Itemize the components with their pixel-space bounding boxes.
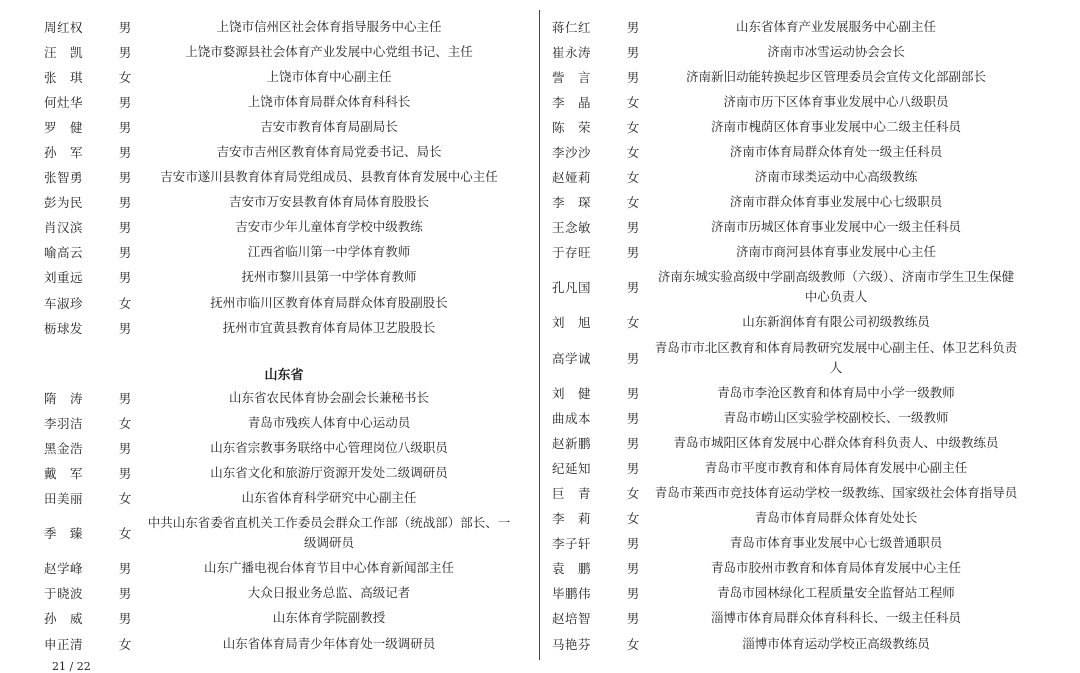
person-name: 季 臻 xyxy=(44,526,84,542)
person-name: 李沙沙 xyxy=(552,145,592,161)
person-gender: 女 xyxy=(118,295,132,311)
person-row xyxy=(552,215,1032,240)
person-gender: 男 xyxy=(626,280,640,296)
person-row xyxy=(552,606,1032,631)
person-gender: 女 xyxy=(118,69,132,85)
person-row xyxy=(44,114,524,139)
person-row xyxy=(44,89,524,114)
person-row xyxy=(552,265,1032,310)
person-row xyxy=(44,606,524,631)
person-name: 张 琪 xyxy=(44,69,84,85)
person-gender: 男 xyxy=(118,611,132,627)
person-name: 刘 旭 xyxy=(552,315,592,331)
person-gender: 男 xyxy=(626,350,640,366)
person-gender: 男 xyxy=(626,410,640,426)
person-row xyxy=(44,265,524,290)
person-title: 抚州市临川区教育体育局群众体育股副股长 xyxy=(210,294,448,310)
person-name: 赵培智 xyxy=(552,611,592,627)
person-row xyxy=(552,430,1032,455)
person-title: 山东省宗教事务联络中心管理岗位八级职员 xyxy=(210,439,448,455)
person-title: 淄博市体育局群众体育科科长、一级主任科员 xyxy=(710,610,961,626)
person-name: 王念敏 xyxy=(552,220,592,236)
person-row xyxy=(552,480,1032,505)
person-name: 纪延知 xyxy=(552,460,592,476)
person-name: 喻高云 xyxy=(44,245,84,261)
column-divider xyxy=(539,10,540,660)
person-title: 山东省文化和旅游厅资源开发处二级调研员 xyxy=(210,465,448,481)
person-title: 青岛市残疾人体育中心运动员 xyxy=(247,414,411,430)
person-name: 于晓波 xyxy=(44,586,84,602)
person-name: 黑金浩 xyxy=(44,440,84,456)
person-row xyxy=(552,380,1032,405)
person-title: 济南市历下区体育事业发展中心八级职员 xyxy=(723,93,949,109)
person-name: 车淑珍 xyxy=(44,295,84,311)
person-name: 陈 荣 xyxy=(552,119,592,135)
person-title: 山东省体育科学研究中心副主任 xyxy=(241,490,417,506)
person-name: 田美丽 xyxy=(44,491,84,507)
person-gender: 男 xyxy=(626,19,640,35)
person-gender: 男 xyxy=(626,220,640,236)
person-gender: 女 xyxy=(118,415,132,431)
person-name: 于存旺 xyxy=(552,245,592,261)
person-row xyxy=(552,556,1032,581)
person-gender: 男 xyxy=(626,561,640,577)
person-gender: 男 xyxy=(118,586,132,602)
person-name: 赵新鹏 xyxy=(552,435,592,451)
person-gender: 男 xyxy=(118,44,132,60)
person-gender: 女 xyxy=(118,636,132,652)
person-title: 济南市球类运动中心高级教练 xyxy=(754,169,918,185)
person-title: 山东广播电视台体育节目中心体育新闻部主任 xyxy=(203,560,454,576)
person-name: 孔凡国 xyxy=(552,280,592,296)
person-gender: 女 xyxy=(626,145,640,161)
person-row xyxy=(552,405,1032,430)
person-name: 赵娅莉 xyxy=(552,170,592,186)
person-name: 周红权 xyxy=(44,19,84,35)
person-row xyxy=(552,335,1032,380)
person-name: 曲成本 xyxy=(552,410,592,426)
person-gender: 女 xyxy=(626,636,640,652)
person-title: 济南市体育局群众体育处一级主任科员 xyxy=(729,144,943,160)
person-title: 青岛市胶州市教育和体育局体育发展中心主任 xyxy=(710,560,961,576)
person-row xyxy=(552,506,1032,531)
person-name: 巨 青 xyxy=(552,485,592,501)
person-gender: 男 xyxy=(118,320,132,336)
person-name: 李 莉 xyxy=(552,511,592,527)
person-row xyxy=(552,455,1032,480)
person-row xyxy=(44,190,524,215)
person-title: 吉安市教育体育局副局长 xyxy=(260,118,398,134)
person-gender: 男 xyxy=(626,245,640,261)
person-gender: 男 xyxy=(118,119,132,135)
person-name: 孙 军 xyxy=(44,145,84,161)
person-row xyxy=(44,215,524,240)
person-gender: 女 xyxy=(626,511,640,527)
person-name: 崔永涛 xyxy=(552,44,592,60)
person-gender: 男 xyxy=(626,435,640,451)
person-gender: 男 xyxy=(118,94,132,110)
person-name: 孙 威 xyxy=(44,611,84,627)
person-title: 山东新润体育有限公司初级教练员 xyxy=(742,314,930,330)
person-name: 汪 凯 xyxy=(44,44,84,60)
person-title: 济南市群众体育事业发展中心七级职员 xyxy=(729,194,943,210)
person-row xyxy=(552,14,1032,39)
person-row xyxy=(44,385,524,410)
person-row xyxy=(552,190,1032,215)
person-name: 马艳芬 xyxy=(552,636,592,652)
person-row xyxy=(552,139,1032,164)
person-gender: 男 xyxy=(118,220,132,236)
person-gender: 女 xyxy=(626,94,640,110)
person-row xyxy=(44,290,524,315)
person-title: 吉安市吉州区教育体育局党委书记、局长 xyxy=(216,144,442,160)
person-title: 上饶市体育中心副主任 xyxy=(266,68,392,84)
person-row xyxy=(552,310,1032,335)
person-gender: 男 xyxy=(118,19,132,35)
person-name: 高学诚 xyxy=(552,350,592,366)
person-title: 上饶市信州区社会体育指导服务中心主任 xyxy=(216,18,442,34)
person-gender: 男 xyxy=(626,44,640,60)
person-row xyxy=(44,64,524,89)
person-title: 青岛市体育局群众体育处处长 xyxy=(754,510,918,526)
person-name: 赵学峰 xyxy=(44,561,84,577)
person-row xyxy=(44,435,524,460)
person-title: 青岛市平度市教育和体育局体育发展中心副主任 xyxy=(704,459,968,475)
person-row xyxy=(552,581,1032,606)
person-row xyxy=(44,556,524,581)
person-gender: 女 xyxy=(626,170,640,186)
person-gender: 男 xyxy=(626,536,640,552)
person-gender: 女 xyxy=(118,491,132,507)
person-row xyxy=(44,139,524,164)
person-row xyxy=(44,39,524,64)
right-column xyxy=(552,14,1032,656)
left-column xyxy=(44,14,524,656)
person-gender: 男 xyxy=(626,385,640,401)
person-name: 刘重远 xyxy=(44,270,84,286)
person-gender: 男 xyxy=(118,440,132,456)
person-name: 彭为民 xyxy=(44,195,84,211)
person-title: 抚州市宜黄县教育体育局体卫艺股股长 xyxy=(222,319,436,335)
person-title: 江西省临川第一中学体育教师 xyxy=(247,244,411,260)
person-name: 李 琛 xyxy=(552,195,592,211)
person-name: 李羽洁 xyxy=(44,415,84,431)
person-title: 淄博市体育运动学校正高级教练员 xyxy=(742,635,930,651)
person-gender: 女 xyxy=(626,485,640,501)
person-name: 何灶华 xyxy=(44,94,84,110)
person-name: 袁 鹏 xyxy=(552,561,592,577)
person-title: 济南新旧动能转换起步区管理委员会宣传文化部副部长 xyxy=(685,68,986,84)
person-row xyxy=(552,165,1032,190)
person-title: 山东省体育局青少年体育处一级调研员 xyxy=(222,635,436,651)
person-gender: 女 xyxy=(626,315,640,331)
person-row xyxy=(44,165,524,190)
person-title: 青岛市莱西市竞技体育运动学校一级教练、国家级社会体育指导员 xyxy=(654,484,1018,500)
person-title: 大众日报业务总监、高级记者 xyxy=(247,585,411,601)
person-row xyxy=(44,461,524,486)
person-row xyxy=(552,89,1032,114)
person-row xyxy=(44,14,524,39)
person-gender: 男 xyxy=(626,460,640,476)
person-title: 青岛市体育事业发展中心七级普通职员 xyxy=(729,535,943,551)
page-number: 21 / 22 xyxy=(52,660,91,673)
person-gender: 女 xyxy=(118,526,132,542)
person-name: 肖汉滨 xyxy=(44,220,84,236)
person-row xyxy=(44,631,524,656)
person-row xyxy=(552,39,1032,64)
person-row xyxy=(44,511,524,556)
person-row xyxy=(552,64,1032,89)
person-title: 山东省农民体育协会副会长兼秘书长 xyxy=(228,389,429,405)
person-row xyxy=(552,631,1032,656)
person-gender: 男 xyxy=(118,170,132,186)
person-row xyxy=(552,240,1032,265)
person-title: 济南东城实验高级中学副高级教师（六级）、济南市学生卫生保健中心负责人 xyxy=(657,269,1015,305)
person-title: 吉安市少年儿童体育学校中级教练 xyxy=(235,219,423,235)
person-row xyxy=(552,531,1032,556)
person-title: 济南市冰雪运动协会会长 xyxy=(767,43,905,59)
person-gender: 男 xyxy=(118,195,132,211)
person-gender: 男 xyxy=(626,586,640,602)
person-name: 刘 健 xyxy=(552,385,592,401)
person-gender: 男 xyxy=(118,466,132,482)
person-title: 抚州市黎川县第一中学体育教师 xyxy=(241,269,417,285)
person-title: 济南市槐荫区体育事业发展中心二级主任科员 xyxy=(710,118,961,134)
person-title: 青岛市市北区教育和体育局教研究发展中心副主任、体卫艺科负责人 xyxy=(654,339,1018,375)
person-title: 吉安市遂川县教育体育局党组成员、县教育体育发展中心主任 xyxy=(160,169,498,185)
person-name: 李 晶 xyxy=(552,94,592,110)
person-name: 李子轩 xyxy=(552,536,592,552)
person-name: 申正清 xyxy=(44,636,84,652)
person-row xyxy=(44,486,524,511)
person-row xyxy=(552,114,1032,139)
person-title: 上饶市体育局群众体育科科长 xyxy=(247,93,411,109)
person-gender: 男 xyxy=(626,611,640,627)
person-row xyxy=(44,315,524,340)
person-row xyxy=(44,581,524,606)
person-title: 济南市商河县体育事业发展中心主任 xyxy=(735,244,936,260)
person-name: 张智勇 xyxy=(44,170,84,186)
person-gender: 女 xyxy=(626,119,640,135)
person-gender: 男 xyxy=(626,69,640,85)
province-heading: 山东省 xyxy=(264,368,304,384)
person-gender: 男 xyxy=(118,390,132,406)
person-row xyxy=(44,410,524,435)
person-row xyxy=(44,240,524,265)
person-name: 毕鹏伟 xyxy=(552,586,592,602)
person-title: 青岛市李沧区教育和体育局中小学一级教师 xyxy=(717,384,955,400)
person-name: 隋 涛 xyxy=(44,390,84,406)
person-name: 訾 言 xyxy=(552,69,592,85)
person-gender: 男 xyxy=(118,145,132,161)
person-title: 中共山东省委省直机关工作委员会群众工作部（统战部）部长、一级调研员 xyxy=(147,515,511,551)
person-gender: 男 xyxy=(118,561,132,577)
person-title: 吉安市万安县教育体育局体育股股长 xyxy=(228,194,429,210)
person-title: 济南市历城区体育事业发展中心一级主任科员 xyxy=(710,219,961,235)
person-title: 山东省体育产业发展服务中心副主任 xyxy=(735,18,936,34)
person-gender: 男 xyxy=(118,270,132,286)
person-name: 罗 健 xyxy=(44,119,84,135)
person-title: 上饶市婺源县社会体育产业发展中心党组书记、主任 xyxy=(185,43,473,59)
person-title: 山东体育学院副教授 xyxy=(272,610,386,626)
person-name: 蒋仁红 xyxy=(552,19,592,35)
person-title: 青岛市城阳区体育发展中心群众体育科负责人、中级教练员 xyxy=(673,434,999,450)
person-title: 青岛市崂山区实验学校副校长、一级教师 xyxy=(723,409,949,425)
person-gender: 女 xyxy=(626,195,640,211)
person-name: 栃球发 xyxy=(44,320,84,336)
person-title: 青岛市园林绿化工程质量安全监督站工程师 xyxy=(717,585,955,601)
person-gender: 男 xyxy=(118,245,132,261)
person-name: 戴 军 xyxy=(44,466,84,482)
